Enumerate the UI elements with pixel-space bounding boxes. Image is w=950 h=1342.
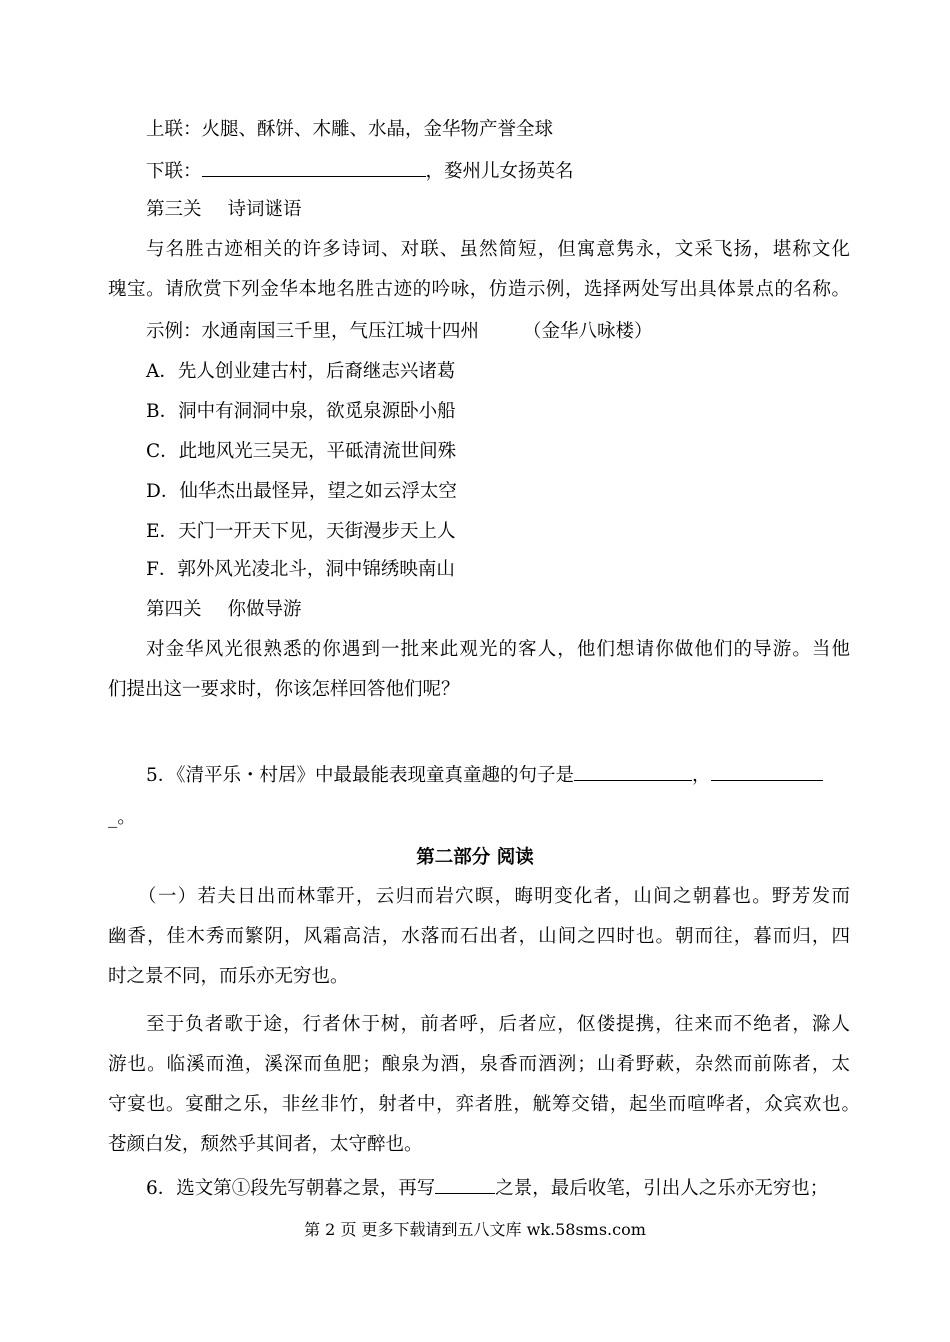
option-d: D．仙华杰出最怪异，望之如云浮太空	[146, 481, 457, 502]
level4-label: 第四关	[146, 599, 202, 620]
level4-line1: 对金华风光很熟悉的你遇到一批来此观光的客人，他们想请你做他们的导游。当他	[146, 639, 850, 660]
option-a: A．先人创业建古村，后裔继志兴诸葛	[146, 361, 456, 382]
level3-intro-line2: 瑰宝。请欣赏下列金华本地名胜古迹的吟咏，仿造示例，选择两处写出具体景点的名称。	[108, 279, 850, 300]
option-c: C．此地风光三吴无，平砥清流世间殊	[146, 441, 457, 462]
passage2-line4: 苍颜白发，颓然乎其间者，太守醉也。	[108, 1134, 423, 1155]
q6-blank[interactable]	[435, 1175, 495, 1194]
q5-blank-2[interactable]	[711, 762, 823, 781]
level3-title: 诗词谜语	[227, 199, 302, 220]
level3-example	[146, 320, 653, 344]
passage1-line3: 时之景不同，而乐亦无穷也。	[108, 966, 349, 987]
option-f: F．郭外风光凌北斗，洞中锦绣映南山	[146, 559, 455, 580]
q5-text: 5．《清平乐・村居》中最最能表现童真童趣的句子是	[146, 765, 575, 786]
option-e: E．天门一开天下见，天街漫步天上人	[146, 521, 456, 542]
level3-heading	[146, 198, 302, 222]
q6-prefix: 6．选文第①段先写朝暮之景，再写	[146, 1178, 436, 1199]
passage1-line2: 幽香，佳木秀而繁阴，风霜高洁，水落而石出者，山间之四时也。朝而往，暮而归，四	[108, 926, 850, 947]
passage2-line1: 至于负者歌于途，行者休于树，前者呼，后者应，伛偻提携，往来而不绝者，滁人	[146, 1014, 850, 1035]
example-answer: （金华八咏楼）	[523, 321, 653, 342]
page-footer: 第 2 页 更多下载请到五八文库 wk.58sms.com	[304, 1220, 646, 1239]
passage1-line1: （一）若夫日出而林霏开，云归而岩穴暝，晦明变化者，山间之朝暮也。野芳发而	[138, 886, 850, 907]
example-text: 示例：水通南国三千里，气压江城十四州	[146, 321, 480, 342]
q5-end: _。	[108, 807, 136, 828]
level4-line2: 们提出这一要求时，你该怎样回答他们呢？	[108, 679, 460, 700]
couplet-upper: 上联：火腿、酥饼、木雕、水晶，金华物产誉全球	[146, 119, 554, 140]
question-5	[146, 762, 823, 788]
level4-title: 你做导游	[227, 599, 302, 620]
option-b: B．洞中有洞洞中泉，欲觅泉源卧小船	[146, 401, 456, 422]
q5-comma: ，	[692, 765, 711, 786]
couplet-lower-prefix: 下联：	[146, 161, 202, 182]
couplet-answer-blank[interactable]	[202, 158, 426, 177]
level4-heading	[146, 598, 302, 622]
passage2-line3: 守宴也。宴酣之乐，非丝非竹，射者中，弈者胜，觥筹交错，起坐而喧哗者，众宾欢也。	[108, 1094, 860, 1115]
level3-intro-line1: 与名胜古迹相关的许多诗词、对联、虽然简短，但寓意隽永，文采飞扬，堪称文化	[146, 239, 850, 260]
passage2-line2: 游也。临溪而渔，溪深而鱼肥；酿泉为酒，泉香而酒洌；山肴野蔌，杂然而前陈者，太	[108, 1054, 850, 1075]
q6-suffix: 之景，最后收笔，引出人之乐亦无穷也；	[495, 1178, 829, 1199]
part2-heading: 第二部分 阅读	[416, 847, 534, 868]
couplet-lower-suffix: ，婺州儿女扬英名	[425, 161, 574, 182]
question-6	[146, 1175, 828, 1201]
level3-label: 第三关	[146, 199, 202, 220]
q5-blank-1[interactable]	[574, 762, 692, 781]
couplet-lower	[146, 158, 574, 184]
